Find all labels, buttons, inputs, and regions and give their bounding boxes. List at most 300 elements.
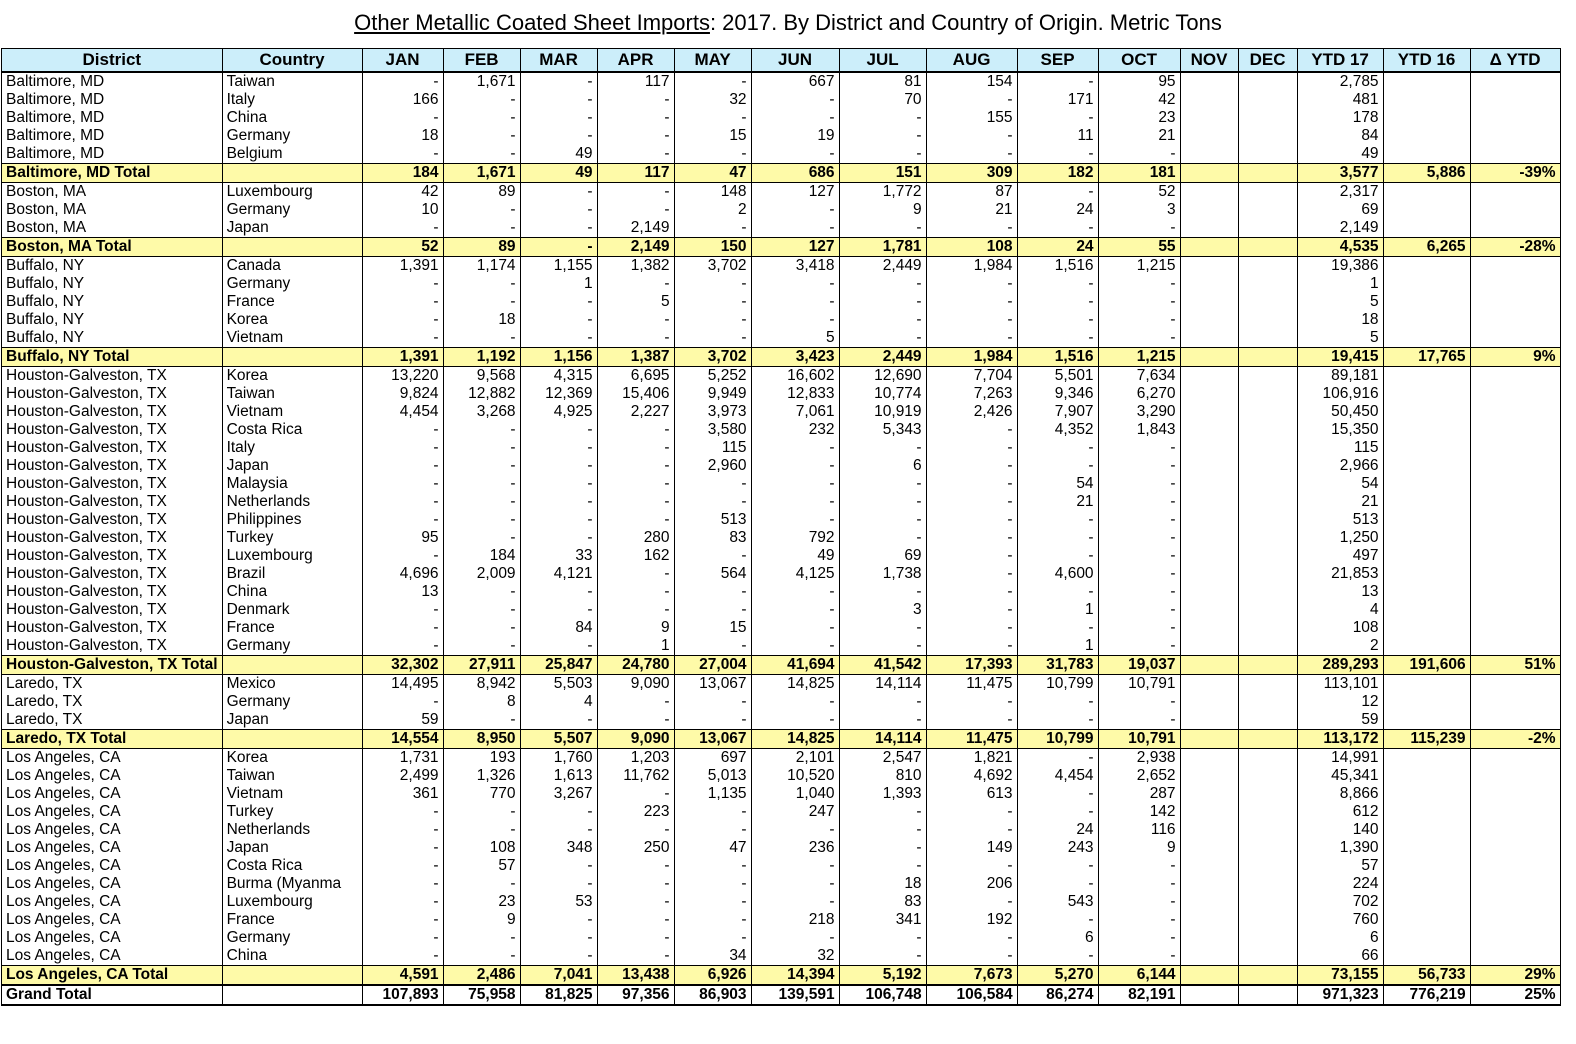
value-cell [1238, 403, 1297, 421]
table-row [2, 785, 1561, 803]
value-cell: 13,067 [674, 675, 751, 694]
value-cell: - [1017, 183, 1098, 202]
value-cell [1383, 183, 1470, 202]
value-cell [1383, 711, 1470, 730]
value-cell: - [1017, 947, 1098, 966]
value-cell [1180, 293, 1238, 311]
value-cell: - [443, 457, 520, 475]
value-cell [1180, 893, 1238, 911]
district-cell: Houston-Galveston, TX [2, 475, 223, 493]
value-cell [1180, 439, 1238, 457]
value-cell: 75,958 [443, 985, 520, 1005]
district-cell: Los Angeles, CA [2, 947, 223, 966]
value-cell [1383, 547, 1470, 565]
value-cell: - [520, 857, 597, 875]
value-cell [1470, 583, 1560, 601]
value-cell [1180, 929, 1238, 947]
value-cell: 32,302 [362, 656, 443, 675]
value-cell: 89,181 [1297, 367, 1383, 386]
value-cell [1383, 329, 1470, 348]
table-row [2, 201, 1561, 219]
value-cell: 9,949 [674, 385, 751, 403]
value-cell [1180, 127, 1238, 145]
value-cell: - [674, 929, 751, 947]
value-cell: - [597, 875, 674, 893]
value-cell: 17,765 [1383, 348, 1470, 367]
value-cell [1180, 72, 1238, 91]
value-cell: 4,454 [362, 403, 443, 421]
country-cell: Turkey [222, 803, 362, 821]
value-cell: 513 [1297, 511, 1383, 529]
value-cell: - [443, 329, 520, 348]
value-cell: 182 [1017, 164, 1098, 183]
value-cell [1470, 711, 1560, 730]
value-cell: 148 [674, 183, 751, 202]
value-cell: 95 [362, 529, 443, 547]
value-cell: - [362, 293, 443, 311]
district-cell: Los Angeles, CA [2, 803, 223, 821]
district-cell: Houston-Galveston, TX [2, 439, 223, 457]
value-cell: - [839, 711, 926, 730]
value-cell: 5,013 [674, 767, 751, 785]
table-row [2, 385, 1561, 403]
value-cell: 289,293 [1297, 656, 1383, 675]
value-cell: 5 [751, 329, 839, 348]
value-cell [1180, 675, 1238, 694]
value-cell: 24 [1017, 238, 1098, 257]
value-cell: - [839, 929, 926, 947]
value-cell [1383, 601, 1470, 619]
country-cell: Japan [222, 711, 362, 730]
value-cell: - [839, 529, 926, 547]
value-cell [1470, 785, 1560, 803]
value-cell: 6,926 [674, 966, 751, 986]
value-cell: 810 [839, 767, 926, 785]
value-cell: - [1017, 219, 1098, 238]
value-cell: 1 [597, 637, 674, 656]
value-cell: - [520, 821, 597, 839]
table-row [2, 367, 1561, 386]
value-cell: - [839, 619, 926, 637]
column-header: SEP [1017, 49, 1098, 73]
value-cell: - [1098, 511, 1180, 529]
value-cell [1383, 803, 1470, 821]
value-cell: - [926, 329, 1017, 348]
value-cell: - [362, 601, 443, 619]
value-cell: - [926, 275, 1017, 293]
table-row [2, 72, 1561, 91]
value-cell: - [443, 875, 520, 893]
value-cell: 86,903 [674, 985, 751, 1005]
value-cell: 55 [1098, 238, 1180, 257]
value-cell: 4,535 [1297, 238, 1383, 257]
value-cell [1238, 109, 1297, 127]
value-cell: 4,925 [520, 403, 597, 421]
value-cell: 19,386 [1297, 257, 1383, 276]
value-cell: - [1098, 711, 1180, 730]
value-cell: 8,942 [443, 675, 520, 694]
value-cell [1470, 127, 1560, 145]
value-cell: 14,554 [362, 730, 443, 749]
value-cell: 29% [1470, 966, 1560, 986]
value-cell: 155 [926, 109, 1017, 127]
value-cell: 2,426 [926, 403, 1017, 421]
value-cell: 760 [1297, 911, 1383, 929]
value-cell: 9,090 [597, 730, 674, 749]
value-cell: - [1098, 547, 1180, 565]
value-cell: 613 [926, 785, 1017, 803]
value-cell: 19 [751, 127, 839, 145]
value-cell: - [1017, 311, 1098, 329]
value-cell: 57 [1297, 857, 1383, 875]
value-cell [1238, 857, 1297, 875]
country-cell: Malaysia [222, 475, 362, 493]
district-cell: Houston-Galveston, TX [2, 421, 223, 439]
country-cell: Vietnam [222, 785, 362, 803]
value-cell: 4 [520, 693, 597, 711]
column-header: DEC [1238, 49, 1297, 73]
value-cell: 166 [362, 91, 443, 109]
value-cell: 1,731 [362, 749, 443, 768]
value-cell: - [1017, 109, 1098, 127]
table-row [2, 637, 1561, 656]
value-cell: 13,438 [597, 966, 674, 986]
column-header: APR [597, 49, 674, 73]
value-cell: - [751, 857, 839, 875]
table-body [2, 72, 1561, 1005]
table-row [2, 439, 1561, 457]
table-row [2, 275, 1561, 293]
value-cell: 2,009 [443, 565, 520, 583]
value-cell: 27,004 [674, 656, 751, 675]
value-cell: 42 [1098, 91, 1180, 109]
value-cell: - [520, 421, 597, 439]
value-cell: - [597, 145, 674, 164]
value-cell: - [597, 511, 674, 529]
value-cell: 224 [1297, 875, 1383, 893]
value-cell: 14,114 [839, 675, 926, 694]
value-cell: - [520, 183, 597, 202]
country-cell: France [222, 293, 362, 311]
value-cell: 1,387 [597, 348, 674, 367]
value-cell: - [674, 219, 751, 238]
value-cell: - [443, 421, 520, 439]
value-cell: - [674, 803, 751, 821]
value-cell: 150 [674, 238, 751, 257]
value-cell [1180, 275, 1238, 293]
value-cell: - [362, 72, 443, 91]
district-cell: Houston-Galveston, TX [2, 511, 223, 529]
value-cell: - [1017, 329, 1098, 348]
district-total-row [2, 656, 1561, 675]
table-row [2, 601, 1561, 619]
value-cell: 86,274 [1017, 985, 1098, 1005]
country-cell: Germany [222, 637, 362, 656]
value-cell [1180, 529, 1238, 547]
value-cell [1470, 821, 1560, 839]
value-cell: 3,290 [1098, 403, 1180, 421]
district-total-row [2, 238, 1561, 257]
value-cell: - [362, 145, 443, 164]
value-cell [1470, 947, 1560, 966]
value-cell: 9 [1098, 839, 1180, 857]
value-cell: 1,738 [839, 565, 926, 583]
value-cell: 49 [1297, 145, 1383, 164]
value-cell: - [1017, 911, 1098, 929]
value-cell: - [1017, 547, 1098, 565]
value-cell [1180, 601, 1238, 619]
district-cell: Buffalo, NY [2, 329, 223, 348]
value-cell [1238, 966, 1297, 986]
value-cell [1180, 329, 1238, 348]
country-cell: Vietnam [222, 403, 362, 421]
value-cell: - [751, 493, 839, 511]
value-cell: - [597, 857, 674, 875]
table-row [2, 947, 1561, 966]
value-cell: 5,252 [674, 367, 751, 386]
value-cell: 21 [1098, 127, 1180, 145]
value-cell: 6,144 [1098, 966, 1180, 986]
value-cell: - [362, 421, 443, 439]
table-row [2, 893, 1561, 911]
value-cell: 4,315 [520, 367, 597, 386]
value-cell: - [597, 201, 674, 219]
value-cell: - [443, 293, 520, 311]
value-cell: 12,882 [443, 385, 520, 403]
country-cell [222, 730, 362, 749]
value-cell [1180, 219, 1238, 238]
value-cell: 13,067 [674, 730, 751, 749]
country-cell: Japan [222, 457, 362, 475]
value-cell: 4,454 [1017, 767, 1098, 785]
value-cell: 1,516 [1017, 348, 1098, 367]
value-cell: - [362, 911, 443, 929]
value-cell: 127 [751, 183, 839, 202]
title-underlined: Other Metallic Coated Sheet Imports [354, 10, 710, 35]
value-cell: 106,916 [1297, 385, 1383, 403]
value-cell: 87 [926, 183, 1017, 202]
value-cell: - [839, 439, 926, 457]
value-cell: 140 [1297, 821, 1383, 839]
value-cell: 151 [839, 164, 926, 183]
value-cell: - [839, 803, 926, 821]
value-cell: 1,516 [1017, 257, 1098, 276]
value-cell: 83 [674, 529, 751, 547]
district-cell: Houston-Galveston, TX [2, 403, 223, 421]
value-cell: - [926, 439, 1017, 457]
value-cell [1470, 839, 1560, 857]
value-cell: - [674, 109, 751, 127]
value-cell: - [362, 893, 443, 911]
value-cell [1383, 275, 1470, 293]
value-cell: - [1098, 601, 1180, 619]
value-cell [1238, 529, 1297, 547]
value-cell: 1,135 [674, 785, 751, 803]
country-cell: Germany [222, 693, 362, 711]
value-cell: 54 [1017, 475, 1098, 493]
value-cell: 8,950 [443, 730, 520, 749]
value-cell: - [520, 311, 597, 329]
value-cell: 3,267 [520, 785, 597, 803]
value-cell [1383, 72, 1470, 91]
value-cell: - [751, 275, 839, 293]
value-cell: - [597, 439, 674, 457]
value-cell: - [1098, 311, 1180, 329]
value-cell: - [839, 839, 926, 857]
value-cell: - [520, 637, 597, 656]
value-cell [1470, 675, 1560, 694]
value-cell: 9,824 [362, 385, 443, 403]
value-cell: 218 [751, 911, 839, 929]
value-cell: - [1098, 875, 1180, 893]
value-cell [1180, 201, 1238, 219]
district-cell: Houston-Galveston, TX Total [2, 656, 223, 675]
value-cell: - [839, 219, 926, 238]
value-cell: 27,911 [443, 656, 520, 675]
value-cell [1470, 911, 1560, 929]
grand-total-row [2, 985, 1561, 1005]
value-cell: 1,250 [1297, 529, 1383, 547]
value-cell [1180, 875, 1238, 893]
value-cell [1180, 821, 1238, 839]
value-cell: -39% [1470, 164, 1560, 183]
district-cell: Houston-Galveston, TX [2, 583, 223, 601]
value-cell: - [1017, 711, 1098, 730]
value-cell: 89 [443, 238, 520, 257]
value-cell [1383, 893, 1470, 911]
value-cell: 4,600 [1017, 565, 1098, 583]
value-cell [1180, 947, 1238, 966]
value-cell: 25,847 [520, 656, 597, 675]
value-cell [1238, 367, 1297, 386]
value-cell: - [362, 875, 443, 893]
value-cell [1238, 821, 1297, 839]
value-cell: - [443, 947, 520, 966]
value-cell: 52 [1098, 183, 1180, 202]
value-cell: 5 [1297, 329, 1383, 348]
value-cell [1238, 329, 1297, 348]
value-cell: - [926, 547, 1017, 565]
value-cell: - [362, 457, 443, 475]
value-cell: 6 [1017, 929, 1098, 947]
value-cell [1383, 127, 1470, 145]
value-cell [1238, 127, 1297, 145]
value-cell [1470, 219, 1560, 238]
value-cell [1180, 475, 1238, 493]
value-cell: - [839, 329, 926, 348]
district-cell: Boston, MA [2, 201, 223, 219]
value-cell: - [1017, 529, 1098, 547]
value-cell [1470, 803, 1560, 821]
table-row [2, 803, 1561, 821]
value-cell: - [1017, 145, 1098, 164]
value-cell: - [1098, 219, 1180, 238]
value-cell: 9,346 [1017, 385, 1098, 403]
value-cell: - [520, 219, 597, 238]
value-cell: - [674, 693, 751, 711]
table-row [2, 127, 1561, 145]
value-cell [1238, 219, 1297, 238]
table-row [2, 183, 1561, 202]
table-row [2, 219, 1561, 238]
value-cell: - [926, 821, 1017, 839]
value-cell: 139,591 [751, 985, 839, 1005]
value-cell [1470, 601, 1560, 619]
country-cell: Belgium [222, 145, 362, 164]
table-row [2, 403, 1561, 421]
value-cell: - [520, 929, 597, 947]
value-cell: - [751, 457, 839, 475]
value-cell [1470, 693, 1560, 711]
value-cell: 1,984 [926, 348, 1017, 367]
value-cell: - [520, 803, 597, 821]
value-cell: 8,866 [1297, 785, 1383, 803]
value-cell [1180, 493, 1238, 511]
value-cell: 7,041 [520, 966, 597, 986]
value-cell: 2,652 [1098, 767, 1180, 785]
value-cell: 89 [443, 183, 520, 202]
value-cell: 1,326 [443, 767, 520, 785]
district-cell: Baltimore, MD [2, 91, 223, 109]
value-cell: - [926, 601, 1017, 619]
value-cell: - [520, 601, 597, 619]
value-cell: 1,393 [839, 785, 926, 803]
value-cell: - [597, 821, 674, 839]
value-cell: 513 [674, 511, 751, 529]
country-cell: Taiwan [222, 385, 362, 403]
value-cell [1238, 257, 1297, 276]
value-cell: - [926, 619, 1017, 637]
country-cell: Germany [222, 201, 362, 219]
value-cell: 70 [839, 91, 926, 109]
value-cell: 1,613 [520, 767, 597, 785]
value-cell: - [1098, 275, 1180, 293]
value-cell: - [674, 72, 751, 91]
value-cell: - [926, 893, 1017, 911]
value-cell: 18 [1297, 311, 1383, 329]
value-cell [1383, 145, 1470, 164]
district-cell: Los Angeles, CA [2, 821, 223, 839]
value-cell: - [1017, 785, 1098, 803]
table-row [2, 109, 1561, 127]
country-cell [222, 656, 362, 675]
value-cell: 41,542 [839, 656, 926, 675]
value-cell: 15,406 [597, 385, 674, 403]
value-cell: - [839, 821, 926, 839]
value-cell: - [751, 511, 839, 529]
value-cell: - [1098, 619, 1180, 637]
value-cell: 14,825 [751, 730, 839, 749]
value-cell [1470, 257, 1560, 276]
value-cell [1180, 238, 1238, 257]
district-cell: Buffalo, NY [2, 257, 223, 276]
value-cell [1470, 875, 1560, 893]
value-cell: 1,203 [597, 749, 674, 768]
value-cell [1383, 385, 1470, 403]
value-cell: - [1017, 749, 1098, 768]
column-header: NOV [1180, 49, 1238, 73]
table-row [2, 583, 1561, 601]
value-cell: 184 [443, 547, 520, 565]
value-cell: 11,475 [926, 675, 1017, 694]
value-cell: - [597, 693, 674, 711]
value-cell [1470, 511, 1560, 529]
value-cell: 10 [362, 201, 443, 219]
value-cell: 24 [1017, 201, 1098, 219]
value-cell: 25% [1470, 985, 1560, 1005]
value-cell [1470, 183, 1560, 202]
value-cell: - [597, 329, 674, 348]
